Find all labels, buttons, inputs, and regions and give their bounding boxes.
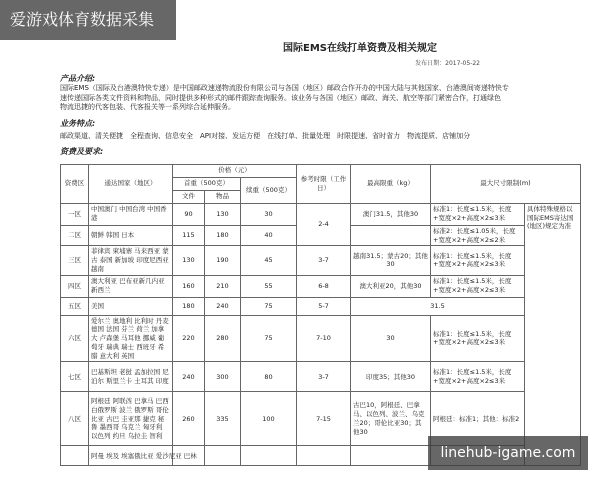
size-cell: 标准1：长度≤1.5米，长度+宽度×2+高度×2≤3米: [431, 362, 525, 392]
time-cell: 5-7: [297, 297, 351, 315]
country-cell: 中国澳门 中国台湾 中国香港: [89, 203, 173, 225]
goods-price-cell: [205, 446, 241, 466]
country-cell: 阿根廷 阿联酋 巴拿马 巴西 白俄罗斯 波兰 俄罗斯 哥伦比亚 古巴 圭亚那 捷克 秘鲁 墨西哥 乌克兰 匈牙利 以色列 约旦 乌拉圭 智利: [89, 392, 173, 446]
goods-price-cell: 240: [205, 297, 241, 315]
header-country: 通达国家（地区）: [89, 164, 173, 203]
goods-price-cell: 130: [205, 203, 241, 225]
size-cell: 阿根廷：标准1；其他：标准2: [431, 392, 525, 446]
country-cell: 朝鲜 韩国 日本: [89, 225, 173, 246]
country-cell: 阿曼 埃及 埃塞俄比亚 爱沙尼亚 巴林: [89, 446, 173, 466]
goods-price-cell: 280: [205, 315, 241, 362]
goods-price-cell: 335: [205, 392, 241, 446]
weight-cell: 越南31.5；蒙古20；其他30: [351, 246, 431, 275]
features-list: 邮政渠道、清关便捷 全程查询、信息安全 API对接、发运方便 在线打单、批量处理 时限提速、省时省力 物流提质、店铺加分: [60, 131, 471, 140]
extra-note-cell: 具体特殊规格以国际EMS寄达国(地区)规定为准: [525, 203, 581, 466]
header-goods: 物品: [205, 190, 241, 203]
doc-price-cell: 260: [173, 392, 205, 446]
doc-price-cell: 240: [173, 362, 205, 392]
intro-line: 物流迅捷的代客包装、代客报关等一系列综合延伸服务。: [60, 103, 235, 112]
table-row: [61, 362, 581, 392]
size-cell: 标准1：长度≤1.5米，长度+宽度×2+高度×2≤3米: [431, 203, 525, 225]
document-body: [60, 36, 600, 466]
size-cell: 标准1：长度≤1.5米，长度+宽度×2+高度×2≤3米: [431, 315, 525, 362]
zone-cell: 一区: [61, 203, 89, 225]
country-cell: 巴基斯坦 老挝 孟加拉国 尼泊尔 斯里兰卡 土耳其 印度: [89, 362, 173, 392]
time-cell: 3-7: [297, 362, 351, 392]
table-row: [61, 315, 581, 362]
size-cell: 标准1：长度≤1.5米，长度+宽度×2+高度×2≤3米: [431, 275, 525, 297]
doc-price-cell: 220: [173, 315, 205, 362]
zone-cell: 四区: [61, 275, 89, 297]
cont-price-cell: 80: [241, 362, 297, 392]
weight-cell: 印度35；其他30: [351, 362, 431, 392]
intro-line: 速传递国际各类文件资料和物品，同时提供多种形式的邮件跟踪查询服务。该业务与各国（地区）邮政、海关、航空等部门紧密合作，打通绿色: [60, 93, 501, 102]
cont-price-cell: 30: [241, 203, 297, 225]
page-title: 国际EMS在线打单资费及相关规定: [283, 43, 437, 54]
table-row: [61, 275, 581, 297]
country-cell: 澳大利亚 巴布亚新几内亚 新西兰: [89, 275, 173, 297]
doc-price-cell: 115: [173, 225, 205, 246]
goods-price-cell: 190: [205, 246, 241, 275]
country-cell: 美国: [89, 297, 173, 315]
size-cell: 标准1：长度≤1.5米，长度+宽度×2+高度×2≤3米: [431, 246, 525, 275]
weight-cell: [351, 225, 431, 246]
header-size: 最大尺寸限制(m): [431, 164, 581, 203]
header-document: 文件: [173, 190, 205, 203]
cont-price-cell: [241, 446, 297, 466]
weight-cell: 澳大利亚20，其他30: [351, 275, 431, 297]
weight-cell: [351, 446, 431, 466]
rates-heading: 资费及要求:: [60, 146, 104, 156]
watermark-top-label: 爱游戏体育数据采集: [0, 0, 176, 40]
goods-price-cell: 180: [205, 225, 241, 246]
zone-cell: 二区: [61, 225, 89, 246]
intro-heading: 产品介绍:: [60, 73, 96, 83]
size-cell: 标准2：长度≤1.05米，长度+宽度×2+高度×2≤2米: [431, 225, 525, 246]
cont-price-cell: 75: [241, 297, 297, 315]
doc-price-cell: 90: [173, 203, 205, 225]
time-cell: 6-8: [297, 275, 351, 297]
zone-cell: 三区: [61, 246, 89, 275]
features-heading: 业务特点:: [60, 118, 96, 128]
zone-cell: 七区: [61, 362, 89, 392]
header-first-weight: 首重（500克）: [173, 177, 241, 190]
watermark-bottom-label: linehub-igame.com: [428, 436, 588, 470]
cont-price-cell: 40: [241, 225, 297, 246]
doc-price-cell: 130: [173, 246, 205, 275]
country-cell: 爱尔兰 奥地利 比利时 丹麦 德国 法国 芬兰 荷兰 加拿大 卢森堡 马耳他 挪威 葡萄牙 瑞典 瑞士 西班牙 希腊 意大利 英国: [89, 315, 173, 362]
doc-price-cell: 180: [173, 297, 205, 315]
rates-table: [60, 164, 581, 467]
intro-line: 国际EMS（国际及台港澳特快专递）是中国邮政速递物流股份有限公司与各国（地区）邮政合作开办的中国大陆与其他国家、台港澳间寄递特快专: [60, 84, 509, 93]
time-cell: 3-7: [297, 246, 351, 275]
table-row: [61, 297, 581, 315]
doc-price-cell: 160: [173, 275, 205, 297]
cont-price-cell: 45: [241, 246, 297, 275]
weight-cell: 澳门31.5，其他30: [351, 203, 431, 225]
header-weight: 最高限重（kg）: [351, 164, 431, 203]
time-cell: [297, 446, 351, 466]
time-cell: 7-10: [297, 315, 351, 362]
header-time: 参考时限（工作日）: [297, 164, 351, 203]
cont-price-cell: 100: [241, 392, 297, 446]
time-cell: 2-4: [297, 203, 351, 246]
publish-date: 发布日期：2017-05-22: [415, 59, 480, 67]
zone-cell: [61, 446, 89, 466]
weight-cell: 30: [351, 315, 431, 362]
zone-cell: 六区: [61, 315, 89, 362]
weight-cell: 31.5: [351, 297, 525, 315]
goods-price-cell: 300: [205, 362, 241, 392]
table-row: [61, 246, 581, 275]
weight-cell: 古巴10，阿根廷、巴拿马、以色列、波兰、乌克兰20；哥伦比亚30；其他30: [351, 392, 431, 446]
time-cell: 7-15: [297, 392, 351, 446]
goods-price-cell: 210: [205, 275, 241, 297]
header-continued-weight: 续重（500克）: [241, 177, 297, 203]
zone-cell: 五区: [61, 297, 89, 315]
country-cell: 菲律宾 柬埔寨 马来西亚 蒙古 泰国 新加坡 印度尼西亚 越南: [89, 246, 173, 275]
header-zone: 资费区: [61, 164, 89, 203]
cont-price-cell: 75: [241, 315, 297, 362]
zone-cell: 八区: [61, 392, 89, 446]
table-row: [61, 203, 581, 225]
header-price: 价格（元）: [173, 164, 297, 177]
cont-price-cell: 55: [241, 275, 297, 297]
